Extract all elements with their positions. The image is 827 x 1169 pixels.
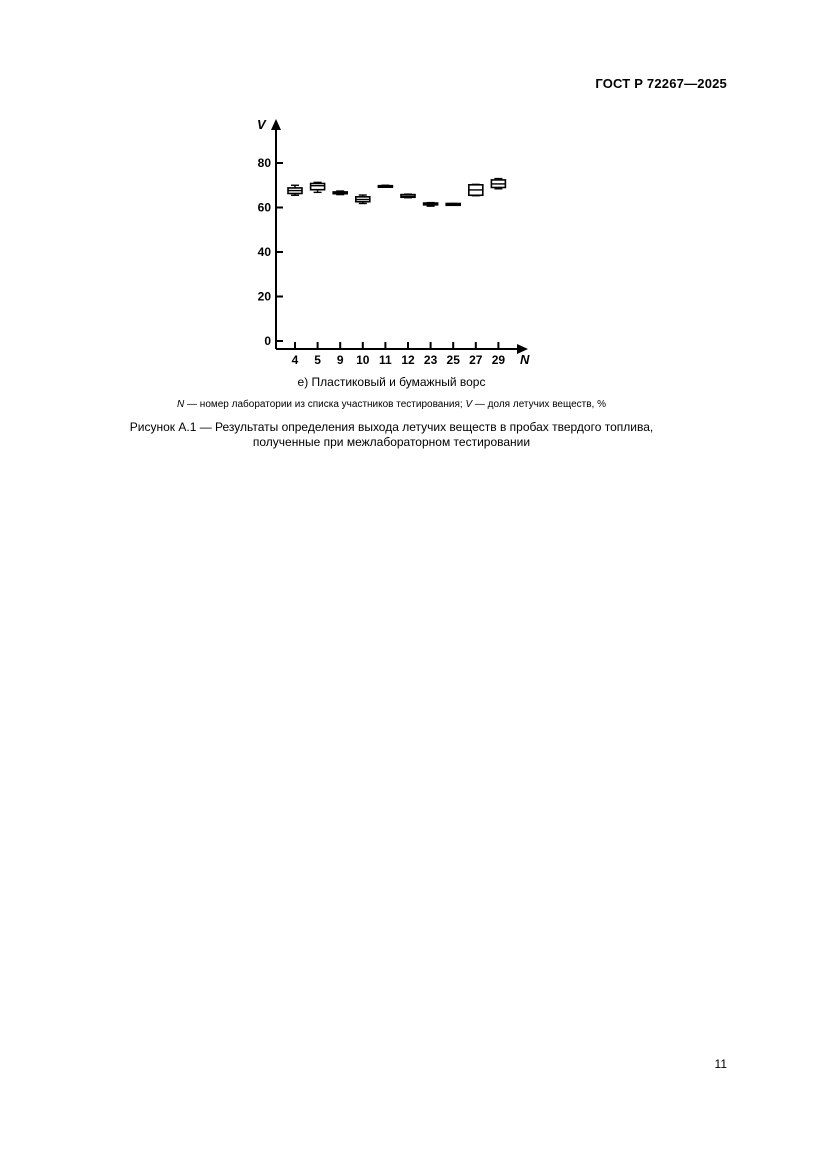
legend-note [0,399,827,410]
box-5 [311,182,325,192]
note-n-description: — номер лаборатории из списка участников тестирования; [184,399,466,410]
subfigure-caption [0,375,827,389]
x-tick-label: 4 [291,353,299,367]
subfigure-caption-text: е) Пластиковый и бумажный ворс [297,375,486,389]
note-v-description: — доля летучих веществ, % [472,399,606,410]
x-tick-label: 10 [356,353,370,367]
x-tick-label: 12 [401,353,415,367]
box-11 [378,185,392,187]
x-tick-label: 11 [379,353,392,367]
x-tick-label: 27 [469,353,483,367]
note-v-symbol: V [465,399,473,410]
figure-caption-line-1: Рисунок А.1 — Результаты определения выхода летучих веществ в пробах твердого топлива, [129,420,654,434]
x-tick-label: 9 [336,353,344,367]
y-tick-label: 0 [264,334,271,348]
figure-caption-line-2: полученные при межлабораторном тестировании [252,435,531,449]
x-tick-label: 5 [314,353,321,367]
x-ticks [292,342,506,367]
note-n-symbol: N [177,399,185,410]
y-tick-label: 20 [257,289,271,304]
y-tick-label: 60 [257,200,271,215]
box-series [288,179,505,207]
box-4 [288,185,302,195]
x-tick-label: 23 [423,353,438,367]
chart-axes [257,117,530,367]
y-axis-arrow [271,119,281,130]
box-29 [491,179,505,189]
figure-caption [0,420,827,450]
x-axis-label: N [520,352,530,367]
y-axis-label: V [257,117,266,132]
box-body [311,183,325,189]
box-25 [446,203,460,205]
box-10 [356,195,370,203]
box-9 [333,191,347,195]
y-tick-label: 80 [257,156,271,170]
box-23 [424,203,438,207]
box-27 [469,184,483,195]
box-12 [401,194,415,198]
x-tick-label: 29 [491,353,506,367]
box-plot-chart [240,108,550,370]
page-number: 11 [714,1057,727,1071]
y-tick-label: 40 [257,245,271,259]
x-tick-label: 25 [446,353,460,367]
y-ticks [258,156,283,348]
document-code: ГОСТ Р 72267—2025 [595,76,727,91]
